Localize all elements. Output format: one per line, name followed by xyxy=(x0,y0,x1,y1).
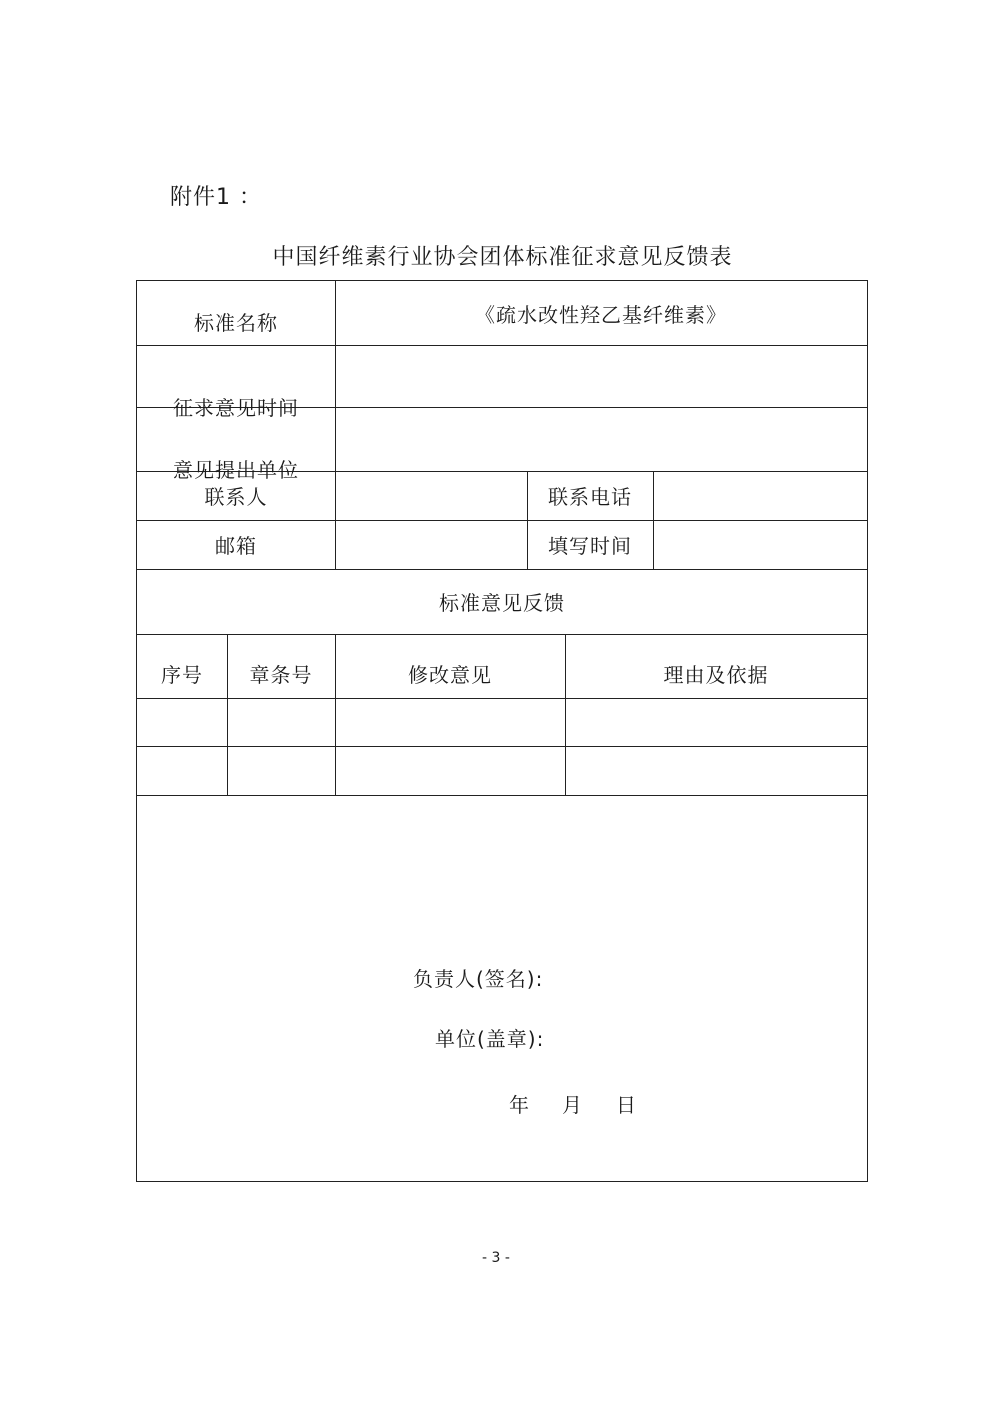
page-number: - 3 - xyxy=(482,1250,510,1266)
comment-period-label: 征求意见时间 xyxy=(173,396,299,420)
fill-date-value[interactable] xyxy=(653,520,867,569)
email-label: 邮箱 xyxy=(215,534,257,558)
table-row-1-clause[interactable] xyxy=(227,698,335,746)
column-header-clause: 章条号 xyxy=(249,662,313,687)
contact-person-label: 联系人 xyxy=(204,485,268,509)
column-header-revision: 修改意见 xyxy=(408,662,492,687)
email-value[interactable] xyxy=(335,520,527,569)
unit-seal-label: 单位(盖章): xyxy=(435,1027,545,1051)
attachment-label: 附件1 ： xyxy=(170,185,262,210)
comment-period-value[interactable] xyxy=(335,345,867,407)
table-row-2-clause[interactable] xyxy=(227,746,335,795)
table-row-2-reason[interactable] xyxy=(565,746,867,795)
submitting-unit-label: 意见提出单位 xyxy=(173,458,299,482)
date-day-label: 日 xyxy=(616,1093,637,1117)
contact-person-value[interactable] xyxy=(335,471,527,520)
feedback-section-title: 标准意见反馈 xyxy=(439,591,565,615)
standard-name-value[interactable]: 《疏水改性羟乙基纤维素》 xyxy=(475,302,727,327)
column-header-index: 序号 xyxy=(161,662,203,687)
date-month-label: 月 xyxy=(562,1093,583,1117)
date-year-label: 年 xyxy=(509,1093,530,1117)
table-row-1-index[interactable] xyxy=(137,698,227,746)
contact-phone-label: 联系电话 xyxy=(548,485,632,509)
column-header-reason: 理由及依据 xyxy=(663,662,769,687)
feedback-form-table xyxy=(136,280,868,1182)
contact-phone-value[interactable] xyxy=(653,471,867,520)
fill-date-label: 填写时间 xyxy=(548,534,632,558)
table-row-2-revision[interactable] xyxy=(335,746,565,795)
table-row-2-index[interactable] xyxy=(137,746,227,795)
table-row-1-reason[interactable] xyxy=(565,698,867,746)
form-title: 中国纤维素行业协会团体标准征求意见反馈表 xyxy=(272,245,733,270)
submitting-unit-value[interactable] xyxy=(335,407,867,471)
standard-name-label: 标准名称 xyxy=(194,310,278,335)
responsible-person-signature-label: 负责人(签名): xyxy=(413,967,544,991)
table-row-1-revision[interactable] xyxy=(335,698,565,746)
